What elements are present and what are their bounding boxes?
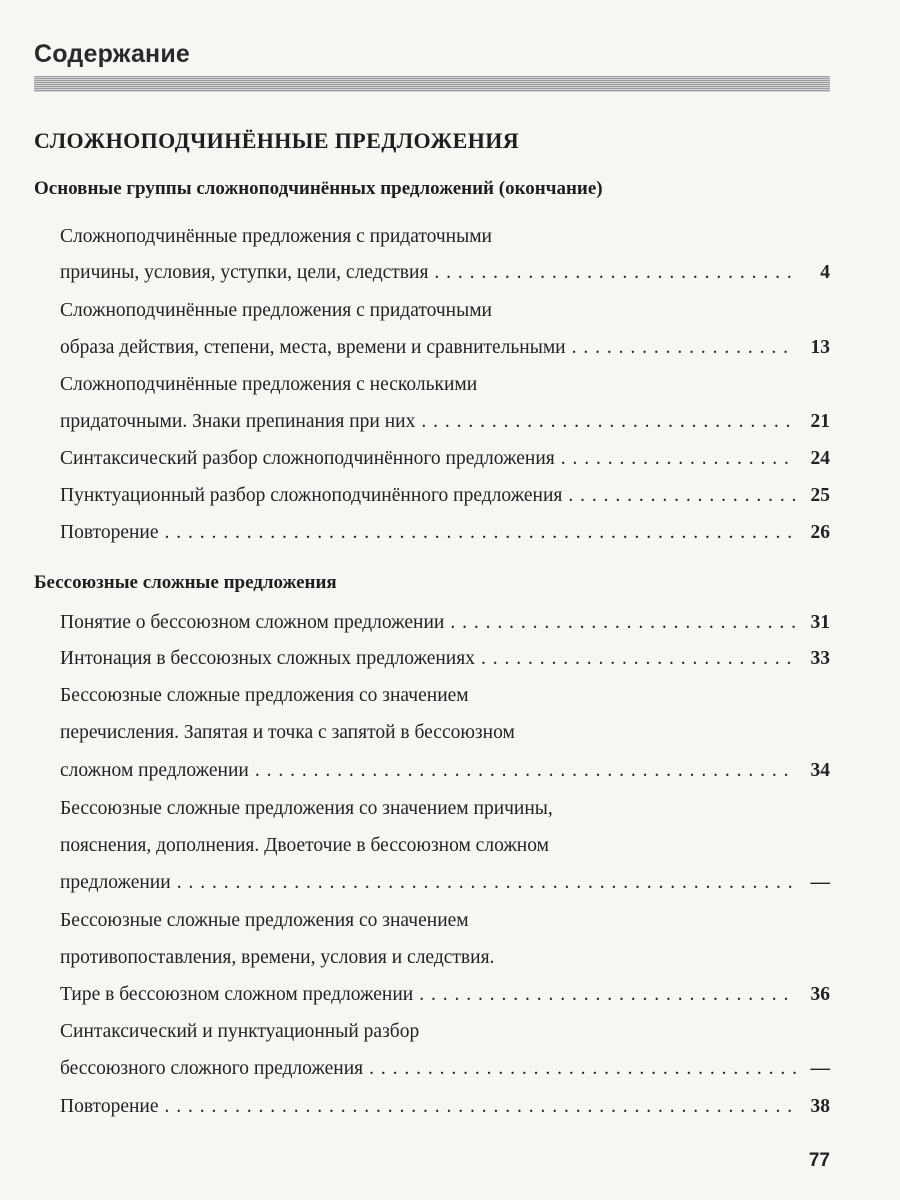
page-ref: —: [810, 1058, 830, 1079]
toc-line: противопоставления, времени, условия и следствия.: [60, 947, 495, 968]
toc-line: Синтаксический и пунктуационный разбор: [60, 1021, 420, 1042]
toc-entry[interactable]: Тире в бессоюзном сложном предложении . . . 36: [60, 984, 830, 1014]
dot-leader: [165, 522, 797, 544]
toc-entry[interactable]: причины, условия, уступки, цели, следствия . . . 4: [60, 262, 830, 292]
page-ref: 36: [810, 984, 830, 1005]
page-ref: —: [810, 872, 830, 893]
toc-line: пояснения, дополнения. Двоеточие в бессоюзном сложном: [60, 835, 549, 856]
page-ref: 31: [810, 612, 830, 633]
toc-entry[interactable]: Пунктуационный разбор сложноподчинённого предложения . . . 25: [60, 485, 830, 515]
dot-leader: [177, 872, 796, 894]
page-ref: 25: [810, 485, 830, 506]
toc-line: Бессоюзные сложные предложения со значением причины,: [60, 798, 553, 819]
dot-leader: [419, 984, 796, 1006]
toc-line: перечисления. Запятая и точка с запятой в бессоюзном: [60, 722, 515, 743]
toc-entry[interactable]: Повторение . . . 26: [60, 522, 830, 552]
page-ref: 21: [810, 411, 830, 432]
toc-entry[interactable]: предложении . . . —: [60, 872, 830, 902]
dot-leader: [434, 262, 796, 284]
page-ref: 38: [810, 1096, 830, 1117]
toc-entry[interactable]: сложном предложении . . . 34: [60, 760, 830, 790]
dot-leader: [369, 1058, 796, 1080]
toc-line: Бессоюзные сложные предложения со значением: [60, 910, 469, 931]
toc-entry[interactable]: бессоюзного сложного предложения . . . —: [60, 1058, 830, 1088]
page-ref: 24: [810, 448, 830, 469]
toc-line: Сложноподчинённые предложения с несколькими: [60, 374, 478, 395]
page-ref: 13: [810, 337, 830, 358]
group-title-asyndetic: Бессоюзные сложные предложения: [34, 572, 337, 593]
page-number: 77: [808, 1150, 830, 1171]
dot-leader: [165, 1096, 797, 1118]
dot-leader: [255, 760, 796, 782]
toc-entry[interactable]: Интонация в бессоюзных сложных предложениях . . . 33: [60, 648, 830, 678]
page-ref: 34: [810, 760, 830, 781]
toc-entry[interactable]: Повторение . . . 38: [60, 1096, 830, 1126]
page-ref: 4: [820, 262, 830, 283]
toc-entry[interactable]: придаточными. Знаки препинания при них . . . 21: [60, 411, 830, 441]
header-rule: [34, 76, 830, 92]
page-ref: 26: [810, 522, 830, 543]
toc-line: Сложноподчинённые предложения с придаточными: [60, 226, 492, 247]
dot-leader: [568, 485, 796, 507]
toc-line: Бессоюзные сложные предложения со значением: [60, 685, 469, 706]
group-title-main-groups: Основные группы сложноподчинённых предложений (окончание): [34, 178, 603, 199]
toc-entry[interactable]: образа действия, степени, места, времени и сравнительными . . . 13: [60, 337, 830, 367]
dot-leader: [450, 612, 796, 634]
dot-leader: [561, 448, 796, 470]
dot-leader: [572, 337, 796, 359]
toc-line: Сложноподчинённые предложения с придаточными: [60, 300, 492, 321]
contents-header-title: Содержание: [34, 40, 191, 68]
dot-leader: [421, 411, 796, 433]
toc-entry[interactable]: Понятие о бессоюзном сложном предложении . . . 31: [60, 612, 830, 642]
toc-entry[interactable]: Синтаксический разбор сложноподчинённого предложения . . . 24: [60, 448, 830, 478]
section-title: СЛОЖНОПОДЧИНЁННЫЕ ПРЕДЛОЖЕНИЯ: [34, 128, 520, 153]
dot-leader: [481, 648, 796, 670]
page-ref: 33: [810, 648, 830, 669]
